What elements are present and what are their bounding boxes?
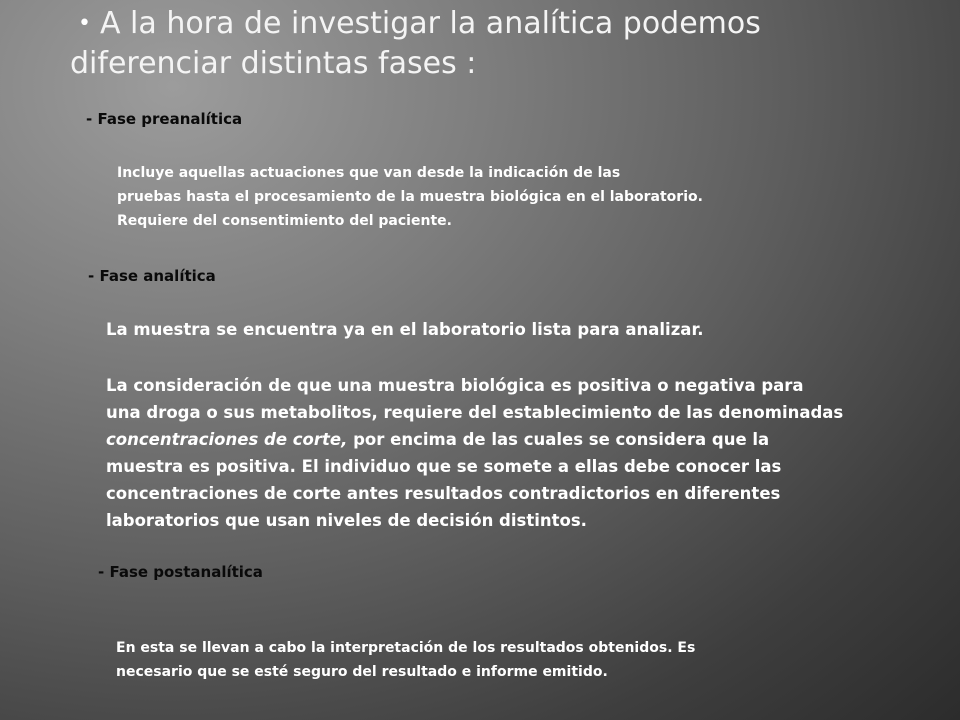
analitica-line-3	[106, 426, 843, 453]
analitica-intro: La muestra se encuentra ya en el laboratorio lista para analizar.	[106, 320, 704, 339]
postanalitica-body	[116, 636, 695, 684]
title-line-2: diferenciar distintas fases :	[70, 46, 477, 81]
postanalitica-line-2: necesario que se esté seguro del resultado e informe emitido.	[116, 664, 608, 680]
analitica-line-5: concentraciones de corte antes resultados contradictorios en diferentes	[106, 484, 781, 503]
heading-analitica: - Fase analítica	[88, 267, 216, 285]
heading-postanalitica: - Fase postanalítica	[98, 563, 263, 581]
analitica-line-6: laboratorios que usan niveles de decisión distintos.	[106, 511, 587, 530]
preanalitica-line-3: Requiere del consentimiento del paciente.	[117, 213, 452, 229]
preanalitica-body	[117, 161, 703, 233]
analitica-line-4: muestra es positiva. El individuo que se somete a ellas debe conocer las	[106, 457, 782, 476]
analitica-line-2: una droga o sus metabolitos, requiere del establecimiento de las denominadas	[106, 403, 844, 422]
analitica-line-3-italic: concentraciones de corte,	[106, 430, 348, 449]
analitica-paragraph	[106, 372, 843, 534]
postanalitica-line-1: En esta se llevan a cabo la interpretación de los resultados obtenidos. Es	[116, 640, 696, 656]
analitica-line-1: La consideración de que una muestra biológica es positiva o negativa para	[106, 376, 804, 395]
title-line-1	[70, 4, 950, 44]
preanalitica-line-1: Incluye aquellas actuaciones que van desde la indicación de las	[117, 165, 621, 181]
title-text-1: A la hora de investigar la analítica podemos	[100, 6, 761, 41]
analitica-line-3-rest: por encima de las cuales se considera que la	[347, 430, 770, 449]
bullet-icon: •	[78, 11, 91, 36]
heading-preanalitica: - Fase preanalítica	[86, 110, 243, 128]
slide-title	[70, 4, 950, 84]
preanalitica-line-2: pruebas hasta el procesamiento de la muestra biológica en el laboratorio.	[117, 189, 703, 205]
